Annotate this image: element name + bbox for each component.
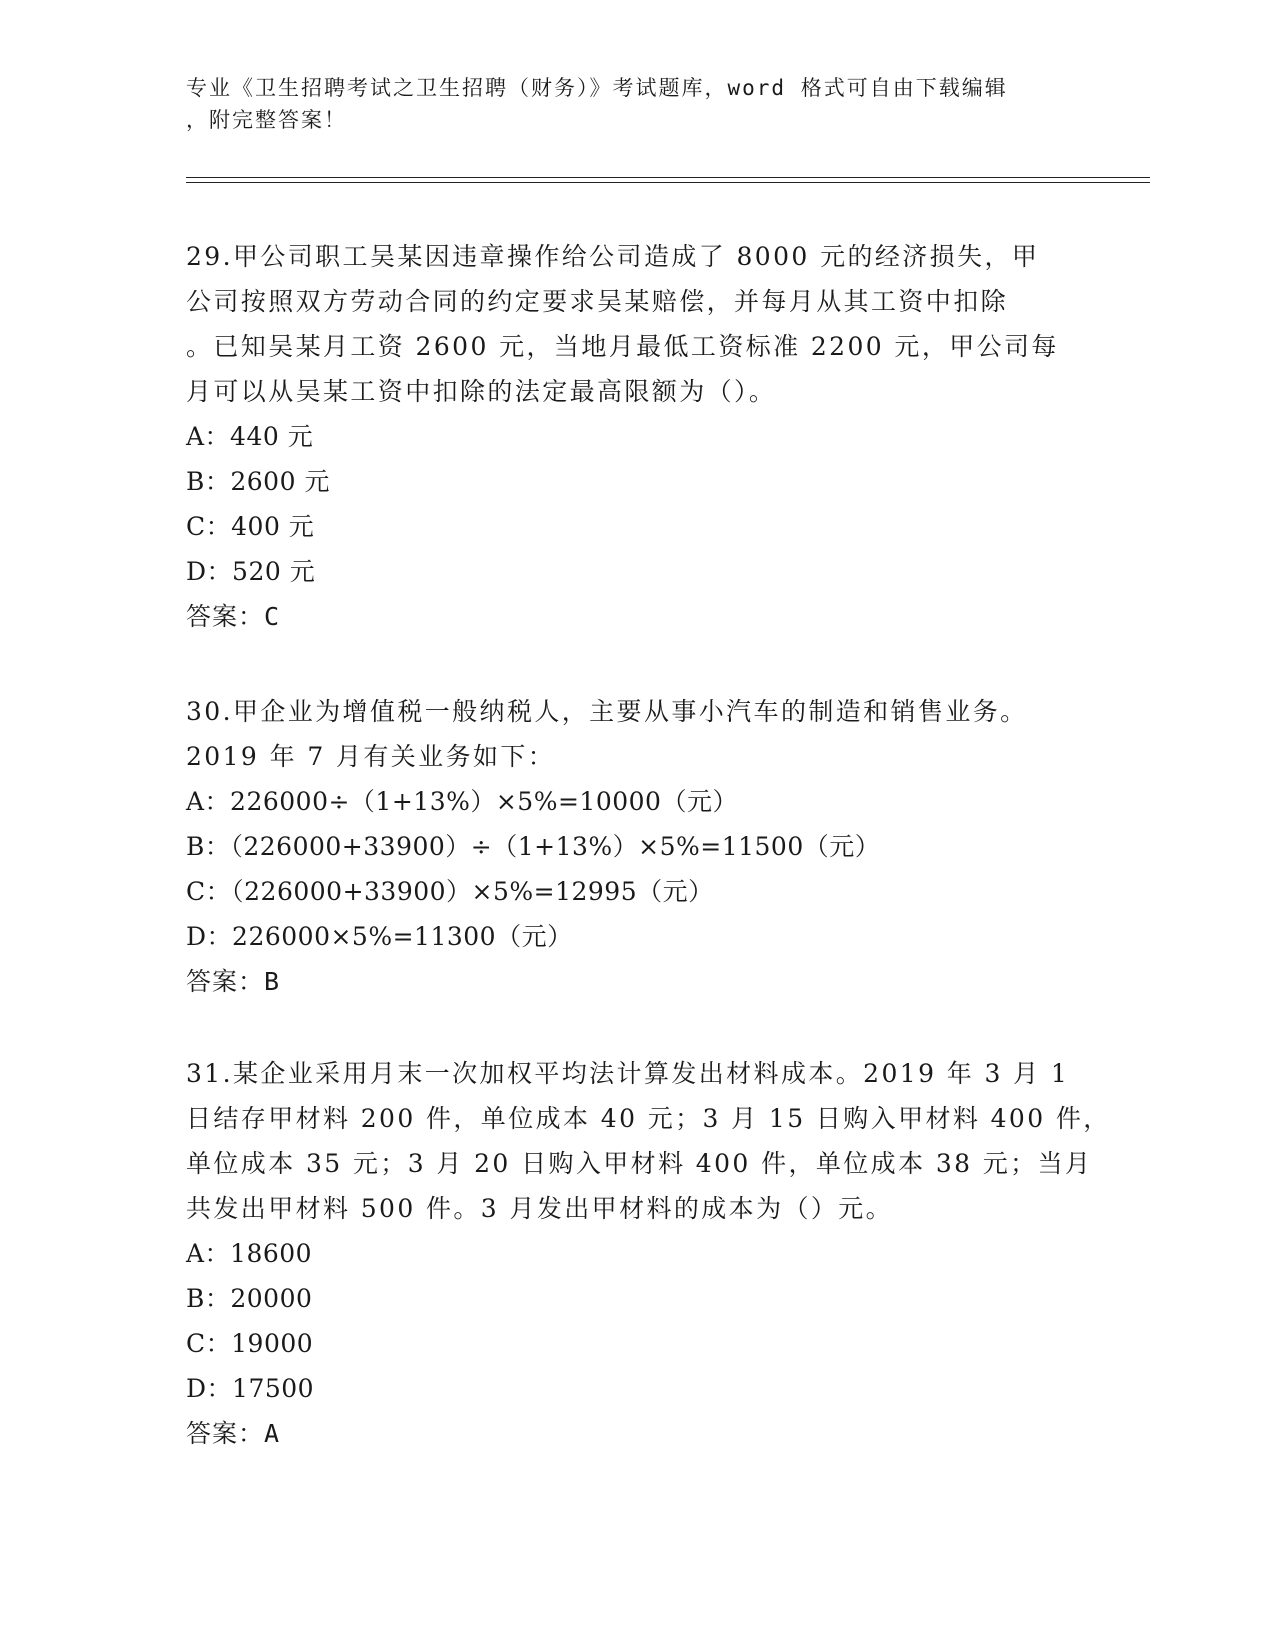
question-30 bbox=[186, 689, 1086, 1004]
question-text-line: 30.甲企业为增值税一般纳税人，主要从事小汽车的制造和销售业务。 bbox=[186, 697, 1028, 726]
question-31 bbox=[186, 1051, 1111, 1456]
document-header bbox=[186, 72, 1066, 136]
question-text-line: 共发出甲材料 500 件。3 月发出甲材料的成本为（）元。 bbox=[186, 1194, 894, 1223]
answer-value: C bbox=[264, 602, 280, 631]
option-b: B：（226000+33900）÷（1+13%）×5%=11500（元） bbox=[186, 832, 881, 861]
question-text-line: 。已知吴某月工资 2600 元，当地月最低工资标准 2200 元，甲公司每 bbox=[186, 332, 1059, 361]
question-text-line: 2019 年 7 月有关业务如下： bbox=[186, 742, 556, 771]
answer-label: 答案： bbox=[186, 967, 265, 996]
question-text-line: 日结存甲材料 200 件，单位成本 40 元；3 月 15 日购入甲材料 400 件， bbox=[186, 1104, 1111, 1133]
answer-line bbox=[186, 594, 1086, 639]
option-a: A：440 元 bbox=[186, 422, 314, 451]
question-text-line: 31.某企业采用月末一次加权平均法计算发出材料成本。2019 年 3 月 1 bbox=[186, 1059, 1070, 1088]
answer-value: B bbox=[264, 967, 280, 996]
question-text-line: 单位成本 35 元；3 月 20 日购入甲材料 400 件，单位成本 38 元；当月 bbox=[186, 1149, 1093, 1178]
header-line-1: 专业《卫生招聘考试之卫生招聘（财务）》考试题库，word 格式可自由下载编辑 bbox=[186, 76, 1008, 100]
option-d: D：17500 bbox=[186, 1374, 315, 1403]
option-d: D：226000×5%=11300（元） bbox=[186, 922, 573, 951]
answer-line bbox=[186, 1411, 1086, 1456]
question-text-line: 29.甲公司职工吴某因违章操作给公司造成了 8000 元的经济损失，甲 bbox=[186, 242, 1040, 271]
header-divider-bottom bbox=[186, 182, 1150, 183]
option-d: D：520 元 bbox=[186, 557, 316, 586]
header-divider-top bbox=[186, 177, 1150, 178]
question-text-line: 公司按照双方劳动合同的约定要求吴某赔偿，并每月从其工资中扣除 bbox=[186, 287, 1009, 316]
option-c: C：（226000+33900）×5%=12995（元） bbox=[186, 877, 714, 906]
answer-line bbox=[186, 959, 1086, 1004]
answer-value: A bbox=[264, 1419, 280, 1448]
answer-label: 答案： bbox=[186, 602, 265, 631]
option-b: B：2600 元 bbox=[186, 467, 330, 496]
option-a: A：226000÷（1+13%）×5%=10000（元） bbox=[186, 787, 738, 816]
option-c: C：400 元 bbox=[186, 512, 315, 541]
option-b: B：20000 bbox=[186, 1284, 313, 1313]
answer-label: 答案： bbox=[186, 1419, 265, 1448]
option-c: C：19000 bbox=[186, 1329, 314, 1358]
option-a: A：18600 bbox=[186, 1239, 313, 1268]
question-text-line: 月可以从吴某工资中扣除的法定最高限额为（）。 bbox=[186, 377, 777, 406]
question-29 bbox=[186, 234, 1086, 639]
header-line-2: ，附完整答案！ bbox=[186, 108, 347, 132]
